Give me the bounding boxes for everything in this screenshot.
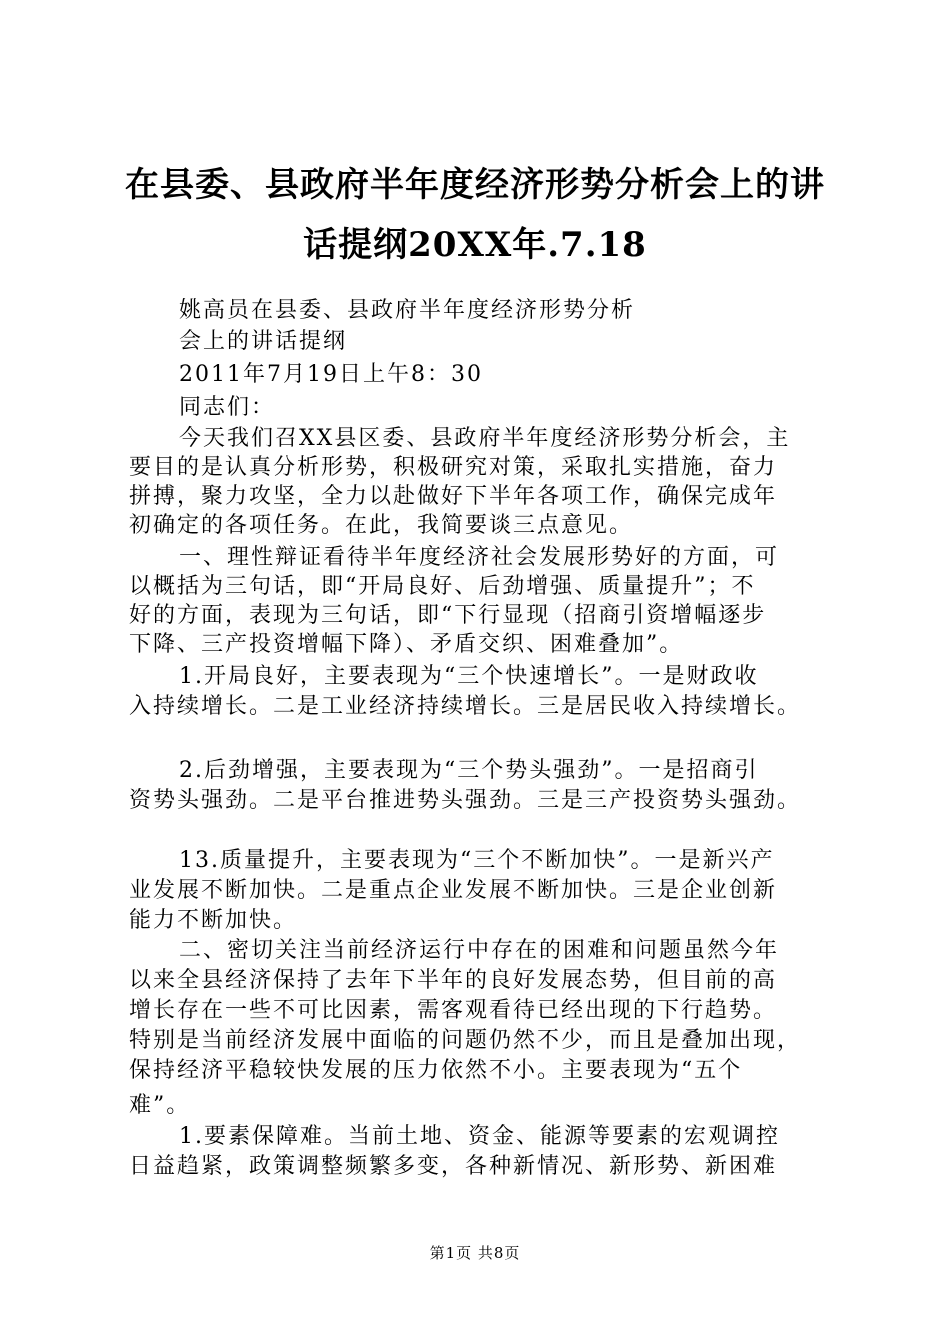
section-1-line: 以概括为三句话，即“开局良好、后劲增强、质量提升”；不 — [129, 574, 756, 599]
section-1-line: 下降、三产投资增幅下降）、矛盾交织、困难叠加”。 — [129, 632, 684, 657]
document-title-line-2: 话提纲20XX年.7.18 — [303, 225, 647, 265]
speaker-heading-line-2: 会上的讲话提纲 — [179, 329, 348, 354]
section-2-line: 增长存在一些不可比因素，需客观看待已经出现的下行趋势。 — [129, 998, 778, 1023]
speech-date: 2011年7月19日上午8：30 — [179, 362, 483, 387]
document-title-line-1: 在县委、县政府半年度经济形势分析会上的讲 — [125, 165, 825, 205]
section-2-line: 二、密切关注当前经济运行中存在的困难和问题虽然今年 — [179, 938, 780, 963]
point-2-line: 资势头强劲。二是平台推进势头强劲。三是三产投资势头强劲。 — [129, 788, 802, 813]
section-1-line: 一、理性辩证看待半年度经济社会发展形势好的方面，可 — [179, 545, 780, 570]
intro-line: 初确定的各项任务。在此，我简要谈三点意见。 — [129, 513, 634, 538]
page-footer: 第1页 共8页 — [429, 1244, 521, 1262]
speaker-heading-line-1: 姚高员在县委、县政府半年度经济形势分析 — [179, 298, 636, 323]
difficulty-1-line: 1.要素保障难。当前土地、资金、能源等要素的宏观调控 — [179, 1124, 780, 1149]
intro-line: 拼搏，聚力攻坚，全力以赴做好下半年各项工作，确保完成年 — [129, 484, 778, 509]
intro-line: 今天我们召XX县区委、县政府半年度经济形势分析会，主 — [179, 426, 791, 451]
point-1-line: 入持续增长。二是工业经济持续增长。三是居民收入持续增长。 — [129, 694, 802, 719]
point-3-line: 业发展不断加快。二是重点企业发展不断加快。三是企业创新 — [129, 878, 778, 903]
point-3-line: 13.质量提升，主要表现为“三个不断加快”。一是新兴产 — [179, 848, 775, 873]
section-2-line: 以来全县经济保持了去年下半年的良好发展态势，但目前的高 — [129, 968, 778, 993]
section-2-line: 保持经济平稳较快发展的压力依然不小。主要表现为“五个 — [129, 1058, 743, 1083]
salutation: 同志们： — [179, 395, 276, 420]
section-1-line: 好的方面，表现为三句话，即“下行显现（招商引资增幅逐步 — [129, 603, 767, 628]
point-2-line: 2.后劲增强，主要表现为“三个势头强劲”。一是招商引 — [179, 758, 759, 783]
section-2-line: 难”。 — [129, 1093, 191, 1118]
intro-line: 要目的是认真分析形势，积极研究对策，采取扎实措施，奋力 — [129, 455, 778, 480]
point-1-line: 1.开局良好，主要表现为“三个快速增长”。一是财政收 — [179, 664, 759, 689]
section-2-line: 特别是当前经济发展中面临的问题仍然不少，而且是叠加出现， — [129, 1028, 802, 1053]
point-3-line: 能力不断加快。 — [129, 908, 298, 933]
difficulty-1-line: 日益趋紧，政策调整频繁多变，各种新情况、新形势、新困难 — [129, 1154, 778, 1179]
